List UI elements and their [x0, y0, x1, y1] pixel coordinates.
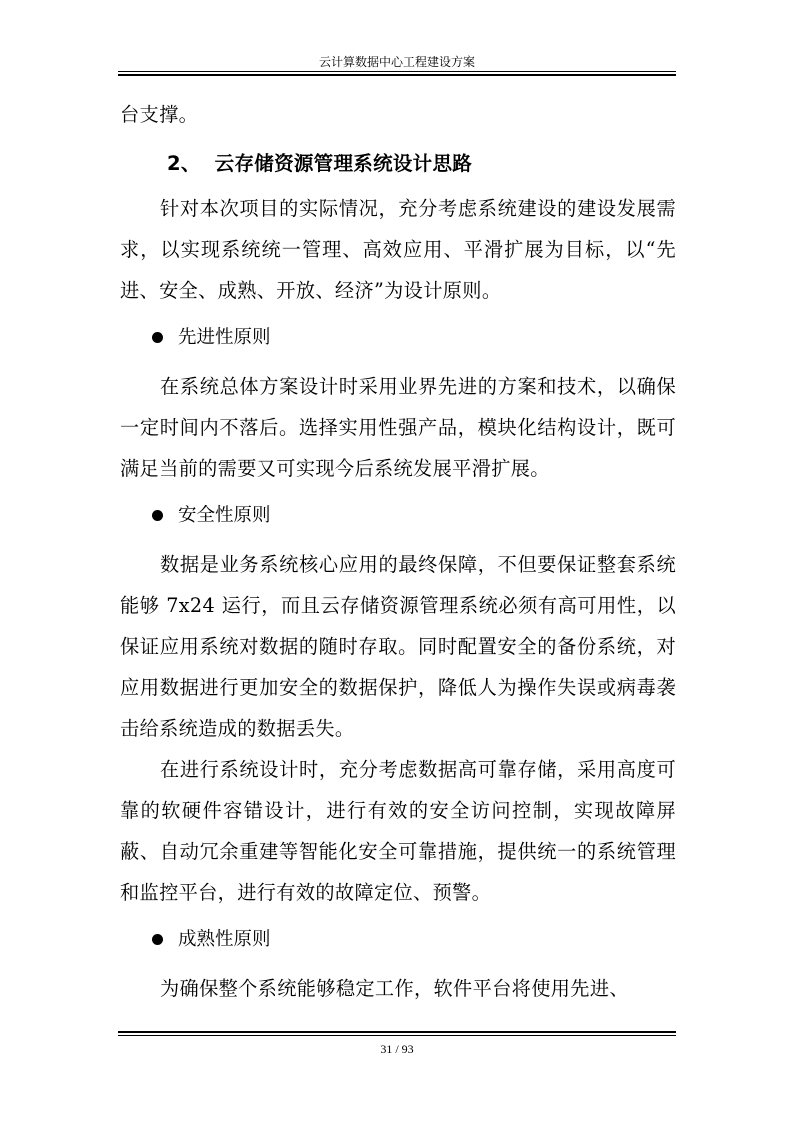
bullet-maturity	[120, 919, 676, 960]
bullet-label: 成熟性原则	[178, 929, 271, 950]
paragraph-advanced: 在系统总体方案设计时采用业界先进的方案和技术，以确保一定时间内不落后。选择实用性强产品，模块化结构设计，既可满足当前的需要又可实现今后系统发展平滑扩展。	[120, 375, 676, 480]
bullet-security	[120, 495, 676, 536]
footer-rule-thick	[118, 1031, 676, 1033]
bullet-label: 先进性原则	[178, 327, 271, 348]
bullet-dot-icon	[152, 332, 163, 343]
paragraph-maturity: 为确保整个系统能够稳定工作，软件平台将使用先进、	[160, 977, 629, 1000]
paragraph-continuation: 台支撑。	[120, 103, 199, 126]
bullet-label: 安全性原则	[178, 505, 271, 526]
page-content	[120, 94, 676, 1009]
paragraph-reliability: 在进行系统设计时，充分考虑数据高可靠存储，采用高度可靠的软硬件容错设计，进行有效的安全访问控制，实现故障屏蔽、自动冗余重建等智能化安全可靠措施，提供统一的系统管理和监控平台，进行有效的故障定位、预警。	[120, 758, 676, 904]
bullet-dot-icon	[152, 510, 163, 521]
section-heading	[120, 143, 676, 184]
paragraph-intro: 针对本次项目的实际情况，充分考虑系统建设的建设发展需求，以实现系统统一管理、高效应用、平滑扩展为目标，以“先进、安全、成熟、开放、经济”为设计原则。	[120, 197, 676, 302]
paragraph-security: 数据是业务系统核心应用的最终保障，不但要保证整套系统能够 7x24 运行，而且云存储资源管理系统必须有高可用性，以保证应用系统对数据的随时存取。同时配置安全的备份系统，对应用数据进行更加安全的数据保护，降低人为操作失误或病毒袭击给系统造成的数据丢失。	[120, 553, 676, 740]
bullet-advanced	[120, 317, 676, 358]
header-rule-thin	[118, 71, 676, 72]
bullet-dot-icon	[152, 934, 163, 945]
page-header-title: 云计算数据中心工程建设方案	[318, 55, 475, 69]
section-number: 2、	[167, 152, 201, 175]
header-rule-thick	[118, 74, 676, 76]
section-title: 云存储资源管理系统设计思路	[214, 152, 473, 175]
footer-rule-thin	[118, 1035, 676, 1036]
page-number: 31 / 93	[380, 1042, 414, 1056]
